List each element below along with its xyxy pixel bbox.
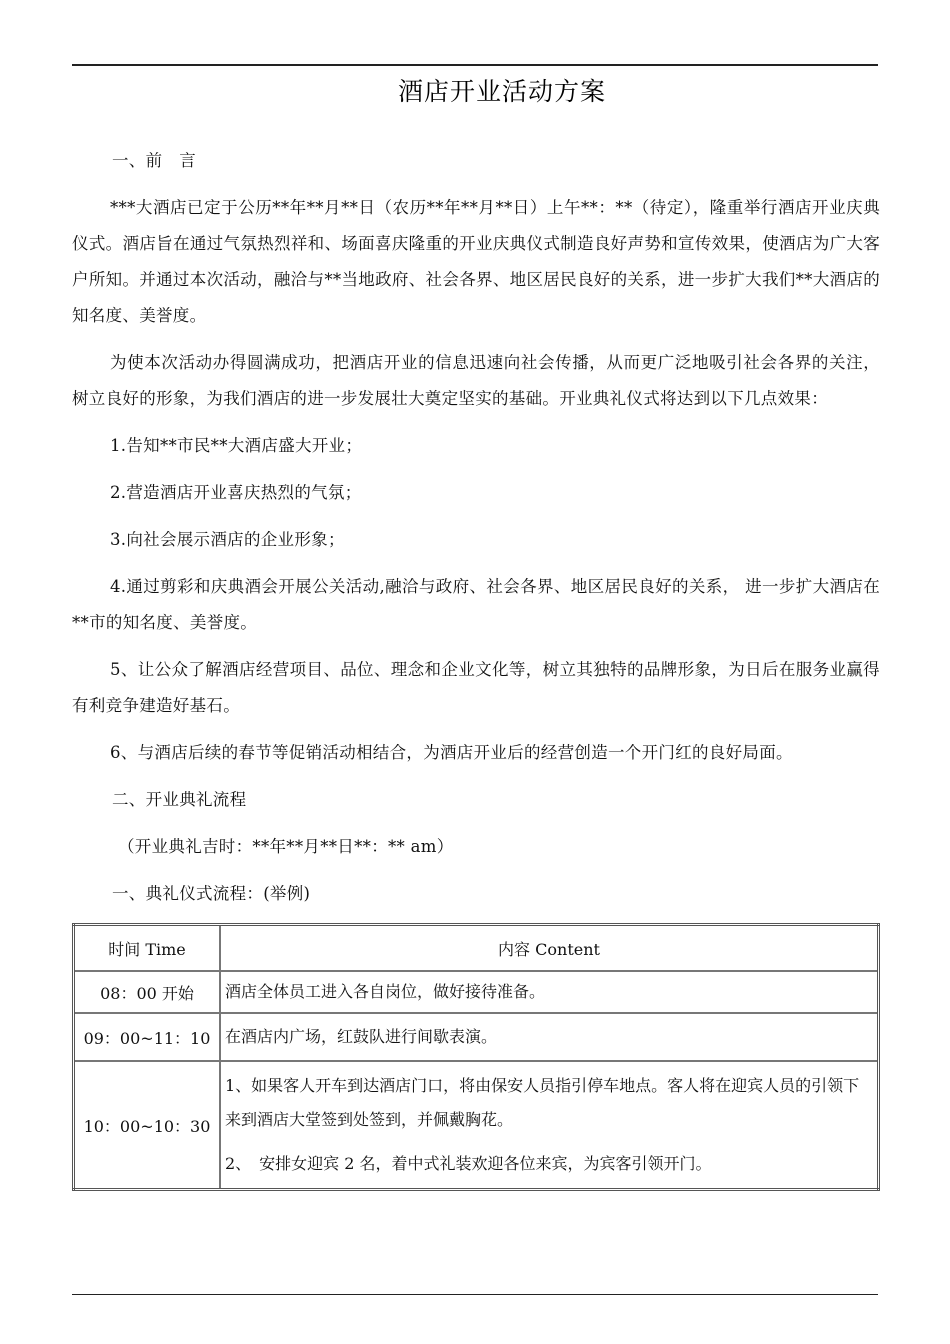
row-content-text: 2、 安排女迎宾 2 名，着中式礼装欢迎各位来宾，为宾客引领开门。 [225, 1154, 712, 1173]
goal-item: 2.营造酒店开业喜庆热烈的气氛； [110, 483, 362, 502]
intro-paragraph: ***大酒店已定于公历**年**月**日（农历**年**月**日）上午**：**（待定），隆重举行酒店开业庆典仪式。酒店旨在通过气氛热烈祥和、场面喜庆隆重的开业庆典仪式制造良好声势和宣传效果，使酒店为广大客户所知。并通过本次活动，融洽与**当地政府、社会各界、地区居民良好的关系，进一步扩大我们**大酒店的知名度、美誉度。 [72, 198, 880, 325]
row-time: 09：00~11：10 [74, 1013, 221, 1061]
goal-item: 3.向社会展示酒店的企业形象； [110, 530, 345, 549]
row-content [220, 1013, 879, 1061]
row-content [220, 971, 879, 1013]
row-content [220, 1061, 879, 1190]
header-time: 时间 Time [74, 925, 221, 972]
goal-item: 4.通过剪彩和庆典酒会开展公关活动,融洽与政府、社会各界、地区居民良好的关系， 进一步扩大酒店在**市的知名度、美誉度。 [72, 577, 880, 632]
subsection-heading: 一、典礼仪式流程：(举例) [112, 884, 311, 903]
section-heading-preface: 一、前 言 [112, 151, 196, 170]
row-content-text: 在酒店内广场，红鼓队进行间歇表演。 [225, 1027, 498, 1046]
row-content-text: 酒店全体员工进入各自岗位，做好接待准备。 [225, 982, 546, 1001]
goal-item: 1.告知**市民**大酒店盛大开业； [110, 436, 363, 455]
header-content: 内容 Content [220, 925, 879, 972]
row-time: 10：00~10：30 [74, 1061, 221, 1190]
table-row [74, 1061, 879, 1190]
row-content-text: 1、如果客人开车到达酒店门口，将由保安人员指引停车地点。客人将在迎宾人员的引领下来到酒店大堂签到处签到，并佩戴胸花。 [225, 1076, 860, 1129]
table-row [74, 1013, 879, 1061]
ceremony-time: （开业典礼吉时：**年**月**日**：** am） [118, 837, 454, 856]
footer-rule [72, 1294, 878, 1295]
row-time: 08：00 开始 [74, 971, 221, 1013]
header-rule [72, 64, 878, 66]
section-heading-ceremony: 二、开业典礼流程 [112, 790, 247, 809]
goal-item: 5、让公众了解酒店经营项目、品位、理念和企业文化等，树立其独特的品牌形象，为日后在服务业赢得有利竞争建造好基石。 [72, 660, 880, 715]
document-body [72, 143, 880, 1191]
intro-paragraph: 为使本次活动办得圆满成功，把酒店开业的信息迅速向社会传播，从而更广泛地吸引社会各界的关注，树立良好的形象，为我们酒店的进一步发展壮大奠定坚实的基础。开业典礼仪式将达到以下几点效果： [72, 353, 880, 408]
table-row [74, 971, 879, 1013]
goal-item: 6、与酒店后续的春节等促销活动相结合，为酒店开业后的经营创造一个开门红的良好局面。 [110, 743, 793, 762]
ceremony-schedule-table [72, 923, 880, 1191]
table-header-row [74, 925, 879, 972]
document-title: 酒店开业活动方案 [397, 77, 606, 106]
